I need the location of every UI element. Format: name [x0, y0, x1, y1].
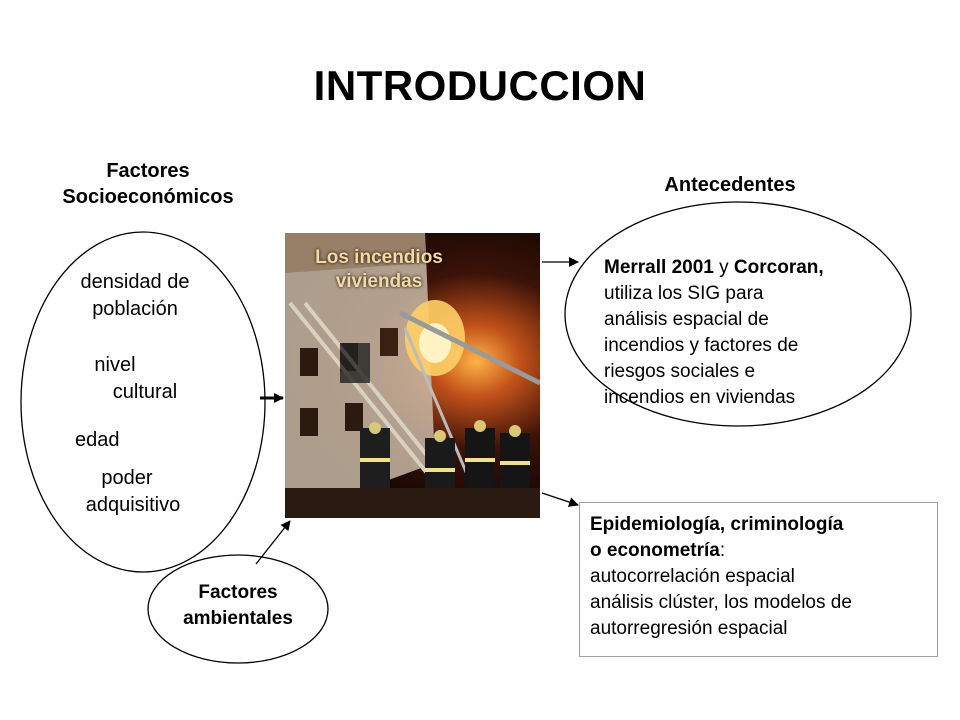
- antecedents-text: [604, 255, 899, 411]
- factor-age: edad: [75, 429, 120, 451]
- factor-density: [60, 269, 210, 323]
- antecedents-heading: Antecedentes: [664, 174, 796, 196]
- arrow-env-to-photo: [256, 521, 290, 564]
- methods-title-line2: [590, 538, 927, 564]
- factor-purchasing-power: [68, 465, 198, 519]
- methods-line: autocorrelación espacial: [590, 566, 795, 587]
- environmental-line2: ambientales: [183, 608, 293, 629]
- arrow-photo-to-methods: [542, 493, 578, 505]
- photo-caption: [285, 246, 473, 294]
- socioeconomic-heading-line1: Factores: [106, 160, 190, 182]
- page-title: INTRODUCCION: [313, 62, 647, 109]
- photo-caption-line2: viviendas: [335, 271, 423, 292]
- methods-title-line1: Epidemiología, criminología: [590, 514, 844, 535]
- author-connector: y: [713, 257, 734, 278]
- factor-purchasing-power-line1: poder: [101, 467, 153, 489]
- fire-photo: [285, 233, 540, 518]
- methods-colon: :: [719, 540, 726, 561]
- methods-title-econometrics: o econometría: [590, 540, 720, 561]
- antecedents-line: incendios en viviendas: [604, 387, 796, 408]
- socioeconomic-heading-line2: Socioeconómicos: [62, 186, 234, 208]
- author-merrall: Merrall 2001: [604, 257, 714, 278]
- author-corcoran: Corcoran,: [733, 257, 824, 278]
- factor-culture-line2: cultural: [112, 381, 178, 403]
- antecedents-line: incendios y factores de: [604, 335, 799, 356]
- factor-density-line2: población: [92, 298, 178, 320]
- antecedents-line: utiliza los SIG para: [604, 283, 764, 304]
- methods-line: autorregresión espacial: [590, 618, 788, 639]
- photo-caption-line1: Los incendios: [315, 247, 443, 268]
- socioeconomic-heading: [40, 158, 256, 210]
- factor-culture-line1: nivel: [94, 354, 136, 376]
- antecedents-line: análisis espacial de: [604, 309, 769, 330]
- factor-density-line1: densidad de: [80, 271, 190, 293]
- antecedents-line: riesgos sociales e: [604, 361, 756, 382]
- factor-purchasing-power-line2: adquisitivo: [85, 494, 181, 516]
- methods-box: [579, 502, 938, 657]
- factor-culture: [75, 352, 185, 406]
- environmental-factors: [158, 580, 318, 632]
- methods-line: análisis clúster, los modelos de: [590, 592, 852, 613]
- environmental-line1: Factores: [198, 582, 278, 603]
- antecedents-authors-line: [604, 255, 899, 281]
